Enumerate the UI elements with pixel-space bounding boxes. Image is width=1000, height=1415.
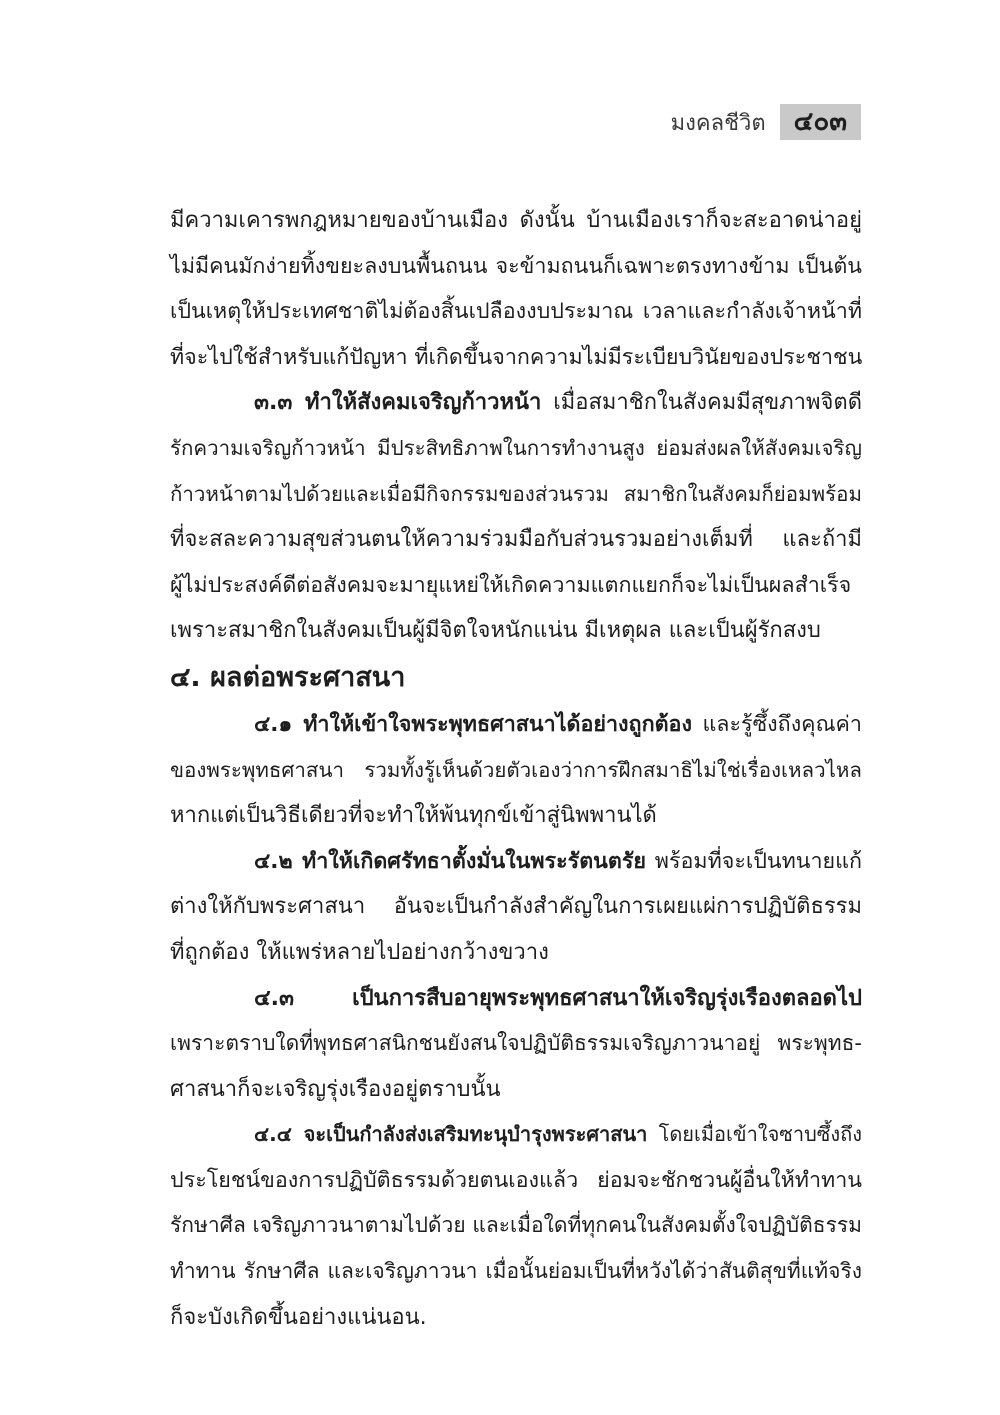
text-line: หากแต่เป็นวิธีเดียวที่จะทำให้พ้นทุกข์เข้าสู่นิพพานได้: [170, 803, 657, 829]
text-line: มีความเคารพกฎหมายของบ้านเมือง ดังนั้น บ้านเมืองเราก็จะสะอาดน่าอยู่: [170, 208, 862, 233]
text-line: ก็จะบังเกิดขึ้นอย่างแน่นอน.: [170, 1304, 427, 1330]
subsection-lead: ๔.๒ ทำให้เกิดศรัทธาตั้งมั่นในพระรัตนตรัย: [254, 848, 646, 874]
text-run: พร้อมที่จะเป็นทนายแก้: [654, 848, 862, 874]
subsection-4-2-first-line: [170, 839, 862, 885]
running-title: มงคลชีวิต: [670, 110, 766, 136]
text-line: เป็นเหตุให้ประเทศชาติไม่ต้องสิ้นเปลืองงบประมาณ เวลาและกำลังเจ้าหน้าที่: [170, 299, 862, 325]
subsection-3-3-first-line: [170, 380, 862, 426]
text-line: เพราะตราบใดที่พุทธศาสนิกชนยังสนใจปฏิบัติธรรมเจริญภาวนาอยู่ พระพุทธ-: [170, 1031, 862, 1056]
section-heading-4: ๔. ผลต่อพระศาสนา: [170, 661, 406, 693]
text-line: ต่างให้กับพระศาสนา อันจะเป็นกำลังสำคัญในการเผยแผ่การปฏิบัติธรรม: [170, 894, 862, 920]
text-line: ศาสนาก็จะเจริญรุ่งเรืองอยู่ตราบนั้น: [170, 1076, 501, 1102]
text-run: เมื่อสมาชิกในสังคมมีสุขภาพจิตดี: [553, 390, 862, 416]
running-header: [671, 104, 861, 140]
page-number: ๔๐๓: [780, 104, 861, 140]
text-run: โดยเมื่อเข้าใจซาบซึ้งถึง: [658, 1122, 862, 1147]
subsection-lead: ๔.๓ เป็นการสืบอายุพระพุทธศาสนาให้เจริญรุ่งเรืองตลอดไป: [254, 985, 862, 1011]
text-line: ที่จะไปใช้สำหรับแก้ปัญหา ที่เกิดขึ้นจากความไม่มีระเบียบวินัยของประชาชน: [170, 344, 863, 370]
text-line: ของพระพุทธศาสนา รวมทั้งรู้เห็นด้วยตัวเองว่าการฝึกสมาธิไม่ใช่เรื่องเหลวไหล: [170, 757, 862, 782]
text-line: ไม่มีคนมักง่ายทิ้งขยะลงบนพื้นถนน จะข้ามถนนก็เฉพาะตรงทางข้าม เป็นต้น: [170, 253, 862, 279]
text-line: รักความเจริญก้าวหน้า มีประสิทธิภาพในการทำงานสูง ย่อมส่งผลให้สังคมเจริญ: [170, 435, 862, 460]
subsection-4-4-first-line: [170, 1112, 862, 1158]
text-line: ที่จะสละความสุขส่วนตนให้ความร่วมมือกับส่วนรวมอย่างเต็มที่ และถ้ามี: [170, 527, 862, 553]
text-line: เพราะสมาชิกในสังคมเป็นผู้มีจิตใจหนักแน่น มีเหตุผล และเป็นผู้รักสงบ: [170, 618, 821, 644]
subsection-lead: ๔.๑ ทำให้เข้าใจพระพุทธศาสนาได้อย่างถูกต้อง: [254, 711, 692, 737]
text-line: ก้าวหน้าตามไปด้วยและเมื่อมีกิจกรรมของส่วนรวม สมาชิกในสังคมก็ย่อมพร้อม: [170, 481, 862, 506]
subsection-4-1-first-line: [170, 702, 862, 748]
subsection-4-3-first-line: [170, 976, 862, 1022]
text-run: และรู้ซึ้งถึงคุณค่า: [702, 711, 862, 737]
subsection-lead: ๓.๓ ทำให้สังคมเจริญก้าวหน้า: [254, 390, 542, 416]
body-text: [170, 198, 862, 1340]
text-line: ผู้ไม่ประสงค์ดีต่อสังคมจะมายุแหย่ให้เกิดความแตกแยกก็จะไม่เป็นผลสำเร็จ: [170, 572, 852, 598]
text-line: ที่ถูกต้อง ให้แพร่หลายไปอย่างกว้างขวาง: [170, 939, 549, 965]
subsection-lead: ๔.๔ จะเป็นกำลังส่งเสริมทะนุบำรุงพระศาสนา: [254, 1122, 648, 1147]
text-line: ทำทาน รักษาศีล และเจริญภาวนา เมื่อนั้นย่อมเป็นที่หวังได้ว่าสันติสุขที่แท้จริง: [170, 1259, 862, 1284]
text-line: รักษาศีล เจริญภาวนาตามไปด้วย และเมื่อใดที่ทุกคนในสังคมตั้งใจปฏิบัติธรรม: [170, 1213, 862, 1238]
text-line: ประโยชน์ของการปฏิบัติธรรมด้วยตนเองแล้ว ย่อมจะชักชวนผู้อื่นให้ทำทาน: [170, 1167, 862, 1193]
